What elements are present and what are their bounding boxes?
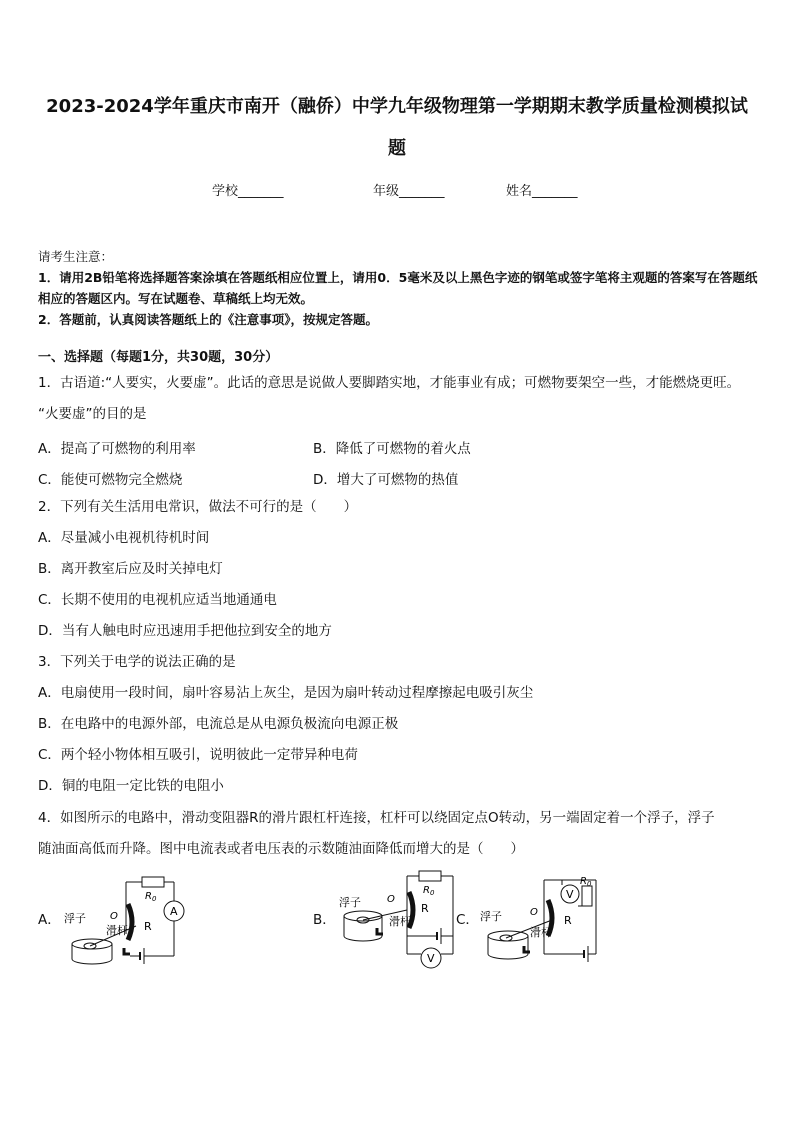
float-label: 浮子 (480, 910, 502, 923)
q2-option-c[interactable]: C．长期不使用的电视机应适当地通通电 (38, 592, 277, 608)
q2-option-a[interactable]: A．尽量减小电视机待机时间 (38, 530, 210, 546)
notice-item-1: 1．请用2B铅笔将选择题答案涂填在答题纸相应位置上，请用0．5毫米及以上黑色字迹的钢笔或签字笔将主观题的答案写在答题纸相应的答题区内。写在试题卷、草稿纸上均无效。 (38, 270, 758, 306)
student-info (0, 180, 794, 200)
exam-title-line1: 2023-2024学年重庆市南开（融侨）中学九年级物理第一学期期末教学质量检测模拟试 (46, 96, 748, 117)
rheostat-label: R (421, 902, 429, 915)
pivot-label: O (387, 894, 395, 905)
rheostat-label: R (144, 920, 152, 933)
name-field[interactable]: 姓名_______ (506, 184, 578, 199)
question-3-stem: 3．下列关于电学的说法正确的是 (38, 654, 236, 670)
q3-option-d[interactable]: D．铜的电阻一定比铁的电阻小 (38, 778, 224, 794)
q1-option-a[interactable]: A．提高了可燃物的利用率 (38, 441, 196, 457)
exam-title (30, 86, 764, 170)
r0-label: $R_0$ (145, 891, 157, 903)
section-heading: 一、选择题（每题1分，共30题，30分） (38, 350, 279, 365)
ammeter-icon: A (170, 905, 178, 918)
question-4-stem-cont: 随油面高低而升降。图中电流表或者电压表的示数随油面降低而增大的是（ ） (38, 841, 524, 857)
question-2-stem: 2．下列有关生活用电常识，做法不可行的是（ ） (38, 499, 358, 515)
question-4-stem: 4．如图所示的电路中，滑动变阻器R的滑片跟杠杆连接，杠杆可以绕固定点O转动，另一端固定着一个浮子，浮子 (38, 810, 715, 826)
lever-label: 滑杆 (106, 924, 128, 937)
notice-item-2: 2．答题前，认真阅读答题纸上的《注意事项》，按规定答题。 (38, 312, 378, 327)
question-1-stem-cont: “火要虚”的目的是 (38, 406, 147, 422)
q1-option-d[interactable]: D．增大了可燃物的热值 (313, 472, 459, 488)
pivot-label: O (110, 911, 118, 922)
q4-option-c[interactable]: C． (456, 912, 479, 928)
q2-option-d[interactable]: D．当有人触电时应迅速用手把他拉到安全的地方 (38, 623, 332, 639)
school-field[interactable]: 学校_______ (212, 184, 284, 199)
notice-heading: 请考生注意： (38, 249, 114, 264)
q4-option-a[interactable]: A． (38, 912, 61, 928)
lever-label: 滑杆 (530, 926, 552, 939)
q2-option-b[interactable]: B．离开教室后应及时关掉电灯 (38, 561, 223, 577)
q3-option-a[interactable]: A．电扇使用一段时间，扇叶容易沾上灰尘，是因为扇叶转动过程摩擦起电吸引灰尘 (38, 685, 534, 701)
pivot-label: O (530, 907, 538, 918)
grade-field[interactable]: 年级_______ (373, 184, 445, 199)
question-1-stem: 1．古语道:“人要实，火要虚”。此话的意思是说做人要脚踏实地，才能事业有成；可燃物要架空一些，才能燃烧更旺。 (38, 375, 741, 391)
rheostat-label: R (564, 914, 572, 927)
q4-option-b[interactable]: B． (313, 912, 336, 928)
q3-option-b[interactable]: B．在电路中的电源外部，电流总是从电源负极流向电源正极 (38, 716, 399, 732)
q3-option-c[interactable]: C．两个轻小物体相互吸引，说明彼此一定带异种电荷 (38, 747, 358, 763)
voltmeter-icon: V (566, 888, 574, 901)
r0-label: $R_0$ (423, 885, 435, 897)
voltmeter-icon: V (427, 952, 435, 965)
exam-title-line2: 题 (388, 138, 406, 159)
lever-label: 滑杆 (389, 915, 411, 928)
circuit-figure-c (476, 870, 606, 974)
circuit-figure-a (60, 874, 190, 974)
float-label: 浮子 (339, 896, 361, 909)
r0-label: $R_0$ (580, 876, 592, 888)
q1-option-c[interactable]: C．能使可燃物完全燃烧 (38, 472, 183, 488)
exam-notice (38, 246, 758, 330)
circuit-figure-b (333, 870, 463, 974)
q1-option-b[interactable]: B．降低了可燃物的着火点 (313, 441, 471, 457)
float-label: 浮子 (64, 912, 86, 925)
